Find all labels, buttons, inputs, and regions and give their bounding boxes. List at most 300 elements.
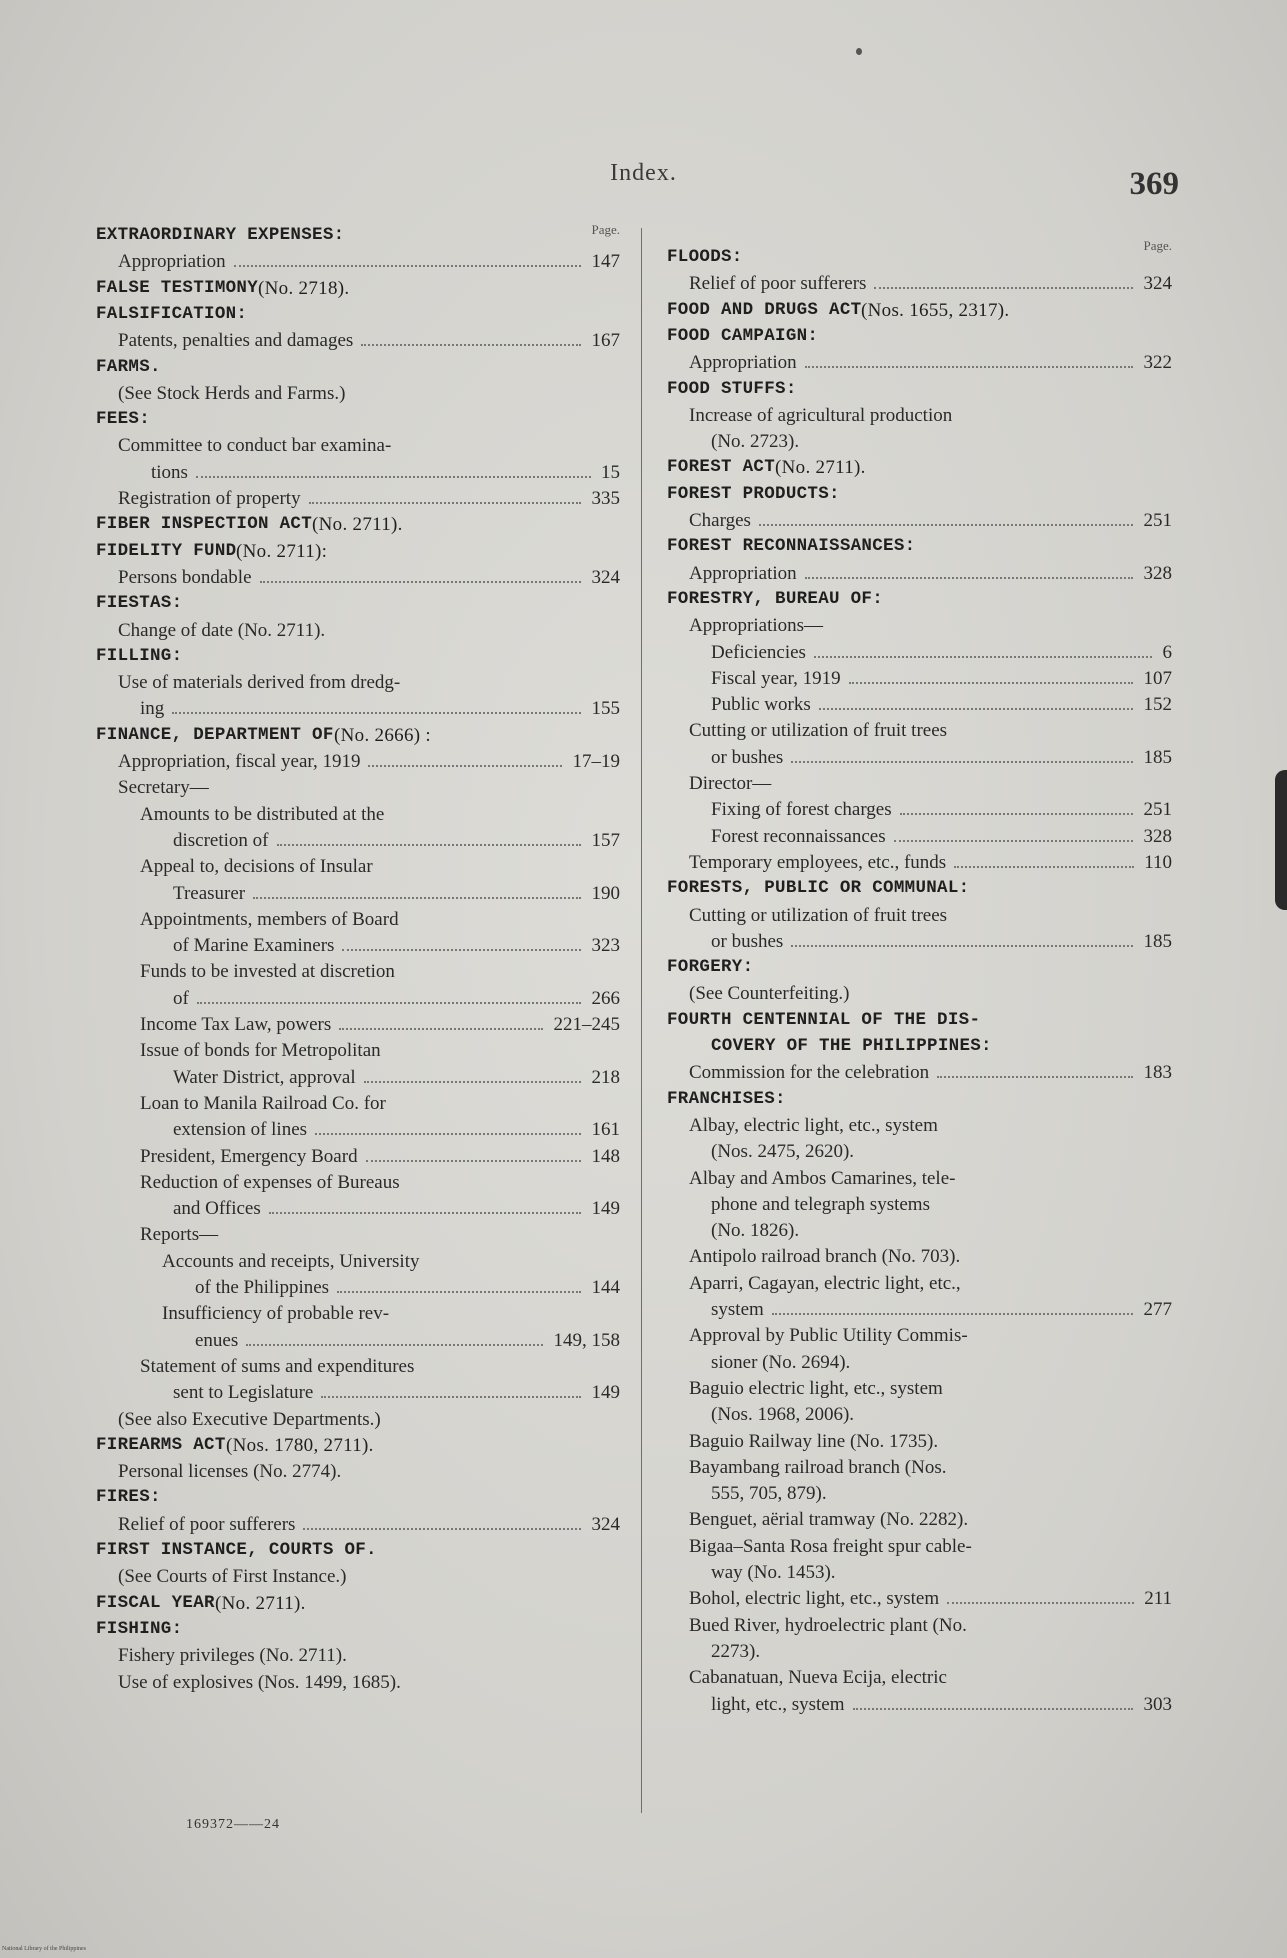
entry-text: Amounts to be distributed at the: [140, 803, 385, 825]
index-entry: [96, 1143, 620, 1170]
entry-text: Commission for the celebration: [689, 1062, 930, 1084]
index-entry: [96, 1274, 620, 1301]
index-entry: [667, 1585, 1172, 1612]
entry-text: Baguio Railway line (No. 1735).: [689, 1430, 939, 1452]
heading-text: FIREARMS ACT: [96, 1434, 226, 1455]
leader-dots: [234, 265, 581, 267]
leader-dots: [791, 945, 1133, 947]
leader-dots: [260, 581, 581, 583]
page-reference: 266: [591, 987, 620, 1009]
index-entry: [96, 1300, 620, 1327]
index-heading: [96, 1590, 620, 1617]
entry-text: Bigaa–Santa Rosa freight spur cable-: [689, 1535, 972, 1557]
heading-text: FORGERY:: [667, 957, 754, 978]
leader-dots: [172, 712, 581, 714]
page-reference: 251: [1143, 799, 1172, 821]
page-reference: 324: [591, 1513, 620, 1535]
index-entry: [96, 1563, 620, 1590]
entry-text: Cutting or utilization of fruit trees: [689, 720, 948, 742]
entry-text: system: [711, 1299, 764, 1320]
act-reference: (No. 2666) :: [334, 724, 432, 746]
index-entry: [667, 717, 1172, 744]
leader-dots: [853, 1708, 1133, 1710]
entry-text: Use of materials derived from dredg-: [118, 672, 401, 694]
page-reference: 211: [1144, 1588, 1172, 1610]
page-reference: 190: [591, 882, 620, 904]
entry-text: (See also Executive Departments.): [118, 1408, 381, 1430]
heading-text: FISCAL YEAR: [96, 1592, 215, 1613]
heading-text: FRANCHISES:: [667, 1088, 786, 1109]
index-entry: [96, 1037, 620, 1064]
entry-text: Relief of poor sufferers: [118, 1513, 296, 1535]
index-entry: [96, 853, 620, 880]
index-heading: [667, 376, 1172, 403]
act-reference: (No. 2711).: [775, 457, 866, 479]
leader-dots: [805, 366, 1133, 368]
index-entry: [667, 1217, 1172, 1244]
index-heading: [96, 222, 620, 249]
index-entry: [667, 744, 1172, 771]
entry-text: discretion of: [173, 829, 269, 851]
entry-text: sioner (No. 2694).: [711, 1351, 851, 1373]
index-entry: [667, 560, 1172, 587]
page-reference: 183: [1143, 1062, 1172, 1084]
page-reference: 277: [1143, 1299, 1172, 1320]
entry-text: sent to Legislature: [173, 1382, 314, 1404]
index-entry: [667, 270, 1172, 297]
entry-text: Committee to conduct bar examina-: [118, 435, 392, 457]
leader-dots: [947, 1602, 1134, 1604]
entry-text: Issue of bonds for Metropolitan: [140, 1040, 381, 1062]
index-entry: [96, 1406, 620, 1433]
index-entry: [96, 958, 620, 985]
leader-dots: [772, 1313, 1133, 1315]
index-heading: [96, 406, 620, 433]
index-entry: [96, 827, 620, 854]
entry-text: Patents, penalties and damages: [118, 330, 354, 352]
index-entry: [96, 774, 620, 801]
index-entry: [667, 1480, 1172, 1507]
entry-text: Forest reconnaissances: [711, 825, 886, 847]
entry-text: Funds to be invested at discretion: [140, 961, 395, 983]
act-reference: (No. 2711).: [312, 514, 403, 536]
index-heading: [667, 323, 1172, 350]
heading-text: FIDELITY FUND: [96, 540, 237, 561]
index-heading: [667, 954, 1172, 981]
heading-text: FOREST RECONNAISSANCES:: [667, 536, 916, 557]
page-reference: 149, 158: [553, 1329, 620, 1351]
heading-text: FIBER INSPECTION ACT: [96, 514, 313, 535]
index-entry: [96, 564, 620, 591]
page-reference: 6: [1162, 641, 1172, 663]
heading-text: FILLING:: [96, 645, 183, 666]
leader-dots: [954, 866, 1134, 868]
index-entry: [96, 748, 620, 775]
leader-dots: [342, 949, 581, 951]
page-reference: 149: [591, 1382, 620, 1404]
act-reference: (No. 2718).: [258, 277, 350, 299]
index-heading: [96, 301, 620, 328]
index-entry: [667, 1664, 1172, 1691]
entry-text: Appointments, members of Board: [140, 908, 399, 930]
page-reference: 323: [591, 935, 620, 957]
index-entry: [96, 932, 620, 959]
entry-text: Albay, electric light, etc., system: [689, 1114, 938, 1136]
heading-text: FISHING:: [96, 1618, 183, 1639]
leader-dots: [791, 761, 1133, 763]
printer-signature: 169372——24: [186, 1817, 280, 1832]
index-entry: [667, 980, 1172, 1007]
leader-dots: [805, 577, 1133, 579]
entry-text: Fishery privileges (No. 2711).: [118, 1645, 347, 1667]
leader-dots: [269, 1212, 581, 1214]
leader-dots: [303, 1528, 581, 1530]
index-heading: [667, 1007, 1172, 1034]
heading-text: EXTRAORDINARY EXPENSES:: [96, 225, 345, 245]
ink-speck: [856, 48, 862, 55]
entry-text: Treasurer: [173, 882, 246, 904]
entry-text: ing: [140, 698, 165, 720]
entry-text: 2273).: [711, 1640, 761, 1662]
index-entry: [96, 880, 620, 907]
index-entry: [667, 1454, 1172, 1481]
index-entry: [667, 349, 1172, 376]
page-reference: 328: [1143, 825, 1172, 847]
entry-text: Fiscal year, 1919: [711, 667, 841, 689]
entry-text: Statement of sums and expenditures: [140, 1355, 415, 1377]
entry-text: (No. 1826).: [711, 1220, 800, 1242]
page-reference: 152: [1143, 694, 1172, 716]
index-entry: [96, 1327, 620, 1354]
running-title: Index.: [610, 160, 677, 186]
entry-text: phone and telegraph systems: [711, 1193, 930, 1215]
index-entry: [96, 1458, 620, 1485]
entry-text: Change of date (No. 2711).: [118, 619, 326, 641]
index-heading: [96, 275, 620, 302]
index-entry: [96, 1248, 620, 1275]
index-entry: [96, 1090, 620, 1117]
index-entry: [667, 1349, 1172, 1376]
index-entry: [96, 1169, 620, 1196]
entry-text: Bayambang railroad branch (Nos.: [689, 1456, 947, 1478]
leader-dots: [894, 840, 1133, 842]
index-entry: [667, 665, 1172, 692]
heading-text: FALSE TESTIMONY: [96, 277, 259, 298]
heading-text: FARMS.: [96, 356, 161, 377]
page-reference: 161: [591, 1119, 620, 1141]
page-reference: 251: [1143, 510, 1172, 531]
index-entry: [96, 459, 620, 486]
index-entry: [667, 928, 1172, 955]
heading-text: COVERY OF THE PHILIPPINES:: [711, 1036, 992, 1056]
entry-text: Appropriation: [689, 562, 797, 584]
entry-text: Reduction of expenses of Bureaus: [140, 1171, 400, 1193]
heading-text: FOREST ACT: [667, 457, 776, 478]
leader-dots: [309, 502, 581, 504]
index-entry: [96, 432, 620, 459]
page-reference: 110: [1144, 851, 1172, 873]
heading-text: FOURTH CENTENNIAL OF THE DIS-: [667, 1009, 981, 1030]
act-reference: (Nos. 1780, 2711).: [226, 1434, 374, 1456]
index-entry: [667, 1322, 1172, 1349]
index-entry: [667, 1138, 1172, 1165]
entry-text: tions: [151, 461, 188, 483]
leader-dots: [253, 897, 581, 899]
index-heading: [667, 1086, 1172, 1113]
index-heading: [667, 481, 1172, 508]
leader-dots: [900, 813, 1133, 815]
index-heading: [667, 586, 1172, 613]
entry-text: (Nos. 1968, 2006).: [711, 1404, 855, 1426]
page-number: 369: [1129, 166, 1179, 202]
entry-text: Temporary employees, etc., funds: [689, 851, 947, 873]
index-heading: [96, 1616, 620, 1643]
page-reference: 15: [601, 461, 620, 483]
entry-text: Registration of property: [118, 488, 301, 509]
entry-text: or bushes: [711, 930, 784, 952]
page-reference: 147: [591, 251, 620, 273]
heading-text: FIRST INSTANCE, COURTS OF.: [96, 1540, 377, 1560]
index-heading: [667, 1033, 1172, 1060]
index-entry: [667, 1270, 1172, 1297]
heading-text: FOOD CAMPAIGN:: [667, 325, 819, 346]
heading-text: FOOD AND DRUGS ACT: [667, 299, 862, 320]
entry-text: Cabanatuan, Nueva Ecija, electric: [689, 1667, 947, 1689]
leader-dots: [361, 344, 581, 346]
heading-text: FOREST PRODUCTS:: [667, 483, 840, 504]
index-entry: [96, 1642, 620, 1669]
entry-text: Water District, approval: [173, 1066, 356, 1088]
page-reference: 324: [591, 566, 620, 588]
leader-dots: [321, 1396, 581, 1398]
entry-text: Accounts and receipts, University: [162, 1250, 420, 1272]
index-heading: [667, 533, 1172, 560]
entry-text: Appropriation, fiscal year, 1919: [118, 751, 361, 772]
index-entry: [667, 691, 1172, 718]
index-entry: [96, 801, 620, 828]
entry-text: Relief of poor sufferers: [689, 273, 867, 295]
heading-text: FEES:: [96, 409, 151, 430]
index-heading: [96, 511, 620, 538]
leader-dots: [246, 1344, 543, 1346]
index-entry: [96, 1064, 620, 1091]
page-column-head: Page.: [1143, 238, 1172, 253]
index-entry: [96, 248, 620, 275]
entry-text: Fixing of forest charges: [711, 799, 892, 821]
index-entry: [667, 507, 1172, 534]
leader-dots: [849, 682, 1133, 684]
leader-dots: [197, 1002, 581, 1004]
page-reference: 324: [1143, 273, 1172, 295]
index-entry: [667, 612, 1172, 639]
entry-text: Bued River, hydroelectric plant (No.: [689, 1614, 967, 1636]
index-entry: [667, 1691, 1172, 1718]
index-entry: [96, 380, 620, 407]
index-entry: [667, 1506, 1172, 1533]
index-entry: [96, 1011, 620, 1038]
index-heading: [667, 244, 1172, 271]
index-entry: [667, 1638, 1172, 1665]
leader-dots: [315, 1133, 581, 1135]
entry-text: Personal licenses (No. 2774).: [118, 1461, 342, 1483]
leader-dots: [366, 1160, 581, 1162]
index-entry: [667, 1112, 1172, 1139]
index-entry: [96, 1379, 620, 1406]
index-entry: [96, 485, 620, 512]
page-reference: 303: [1143, 1693, 1172, 1715]
index-entry: [667, 1559, 1172, 1586]
leader-dots: [814, 656, 1152, 658]
entry-text: (Nos. 2475, 2620).: [711, 1141, 855, 1163]
index-entry: [667, 1296, 1172, 1323]
index-entry: [667, 1165, 1172, 1192]
entry-text: Appropriations—: [689, 615, 824, 637]
heading-text: FLOODS:: [667, 247, 743, 267]
page-reference: 107: [1143, 667, 1172, 689]
index-heading: [667, 297, 1172, 324]
index-entry: [667, 1428, 1172, 1455]
index-entry: [667, 402, 1172, 429]
page-reference: 157: [591, 829, 620, 851]
page-reference: 328: [1143, 562, 1172, 584]
entry-text: (See Counterfeiting.): [689, 983, 850, 1005]
index-entry: [667, 770, 1172, 797]
page-reference: 148: [591, 1145, 620, 1167]
index-entry: [667, 902, 1172, 929]
leader-dots: [368, 765, 562, 767]
heading-text: FALSIFICATION:: [96, 303, 248, 324]
index-entry: [96, 1116, 620, 1143]
act-reference: (No. 2711):: [236, 540, 328, 562]
entry-text: Approval by Public Utility Commis-: [689, 1325, 968, 1347]
index-entry: [96, 669, 620, 696]
index-entry: [96, 617, 620, 644]
entry-text: and Offices: [173, 1198, 261, 1220]
index-entry: [667, 1243, 1172, 1270]
entry-text: 555, 705, 879).: [711, 1483, 827, 1505]
entry-text: Public works: [711, 694, 811, 716]
page-reference: 335: [591, 488, 620, 509]
index-heading: [96, 590, 620, 617]
column-divider: [641, 228, 642, 1813]
entry-text: of: [173, 987, 189, 1009]
page-reference: 218: [591, 1066, 620, 1088]
index-heading: [96, 354, 620, 381]
index-heading: [96, 722, 620, 749]
index-entry: [667, 823, 1172, 850]
entry-text: or bushes: [711, 746, 784, 768]
page-reference: 144: [591, 1277, 620, 1298]
index-entry: [667, 1401, 1172, 1428]
index-entry: [96, 985, 620, 1012]
entry-text: extension of lines: [173, 1119, 308, 1141]
entry-text: Persons bondable: [118, 566, 252, 588]
entry-text: enues: [195, 1329, 239, 1351]
entry-text: Insufficiency of probable rev-: [162, 1303, 390, 1325]
entry-text: (See Courts of First Instance.): [118, 1566, 347, 1588]
binding-edge: [1275, 770, 1287, 910]
leader-dots: [937, 1076, 1133, 1078]
entry-text: (No. 2723).: [711, 431, 800, 453]
index-entry: [667, 1612, 1172, 1639]
leader-dots: [196, 476, 591, 478]
act-reference: (No. 2711).: [215, 1592, 306, 1614]
index-heading: [667, 454, 1172, 481]
act-reference: (Nos. 1655, 2317).: [861, 299, 1010, 321]
index-entry: [96, 1353, 620, 1380]
index-entry: [96, 906, 620, 933]
page-reference: 17–19: [572, 751, 620, 772]
entry-text: light, etc., system: [711, 1693, 845, 1715]
entry-text: Antipolo railroad branch (No. 703).: [689, 1246, 961, 1268]
entry-text: Use of explosives (Nos. 1499, 1685).: [118, 1671, 401, 1693]
entry-text: Cutting or utilization of fruit trees: [689, 904, 948, 926]
page-reference: 221–245: [553, 1014, 620, 1035]
entry-text: of the Philippines: [195, 1277, 330, 1298]
entry-text: Albay and Ambos Camarines, tele-: [689, 1167, 956, 1189]
entry-text: President, Emergency Board: [140, 1145, 358, 1167]
index-entry: [667, 1375, 1172, 1402]
leader-dots: [364, 1081, 581, 1083]
index-entry: [96, 1195, 620, 1222]
entry-text: Charges: [689, 510, 751, 531]
entry-text: Deficiencies: [711, 641, 806, 663]
page-reference: 322: [1143, 352, 1172, 374]
index-entry: [667, 1533, 1172, 1560]
index-entry: [96, 1669, 620, 1696]
index-entry: [96, 1221, 620, 1248]
page-reference: 185: [1143, 930, 1172, 952]
leader-dots: [339, 1028, 543, 1030]
entry-text: Increase of agricultural production: [689, 404, 953, 426]
heading-text: FOOD STUFFS:: [667, 378, 797, 399]
leader-dots: [759, 524, 1133, 526]
page-reference: 149: [591, 1198, 620, 1220]
index-heading: [667, 875, 1172, 902]
index-entry: [667, 1191, 1172, 1218]
heading-text: FIESTAS:: [96, 593, 183, 614]
index-entry: [96, 1511, 620, 1538]
entry-text: Secretary—: [118, 777, 209, 799]
leader-dots: [819, 708, 1133, 710]
entry-text: Appropriation: [118, 251, 226, 273]
entry-text: Reports—: [140, 1224, 219, 1246]
entry-text: Appeal to, decisions of Insular: [140, 856, 373, 878]
entry-text: Benguet, aërial tramway (No. 2282).: [689, 1509, 969, 1531]
entry-text: Income Tax Law, powers: [140, 1014, 332, 1035]
page-reference: 155: [591, 698, 620, 720]
library-watermark: National Library of the Philippines: [2, 1946, 86, 1952]
leader-dots: [874, 287, 1133, 289]
heading-text: FORESTS, PUBLIC OR COMMUNAL:: [667, 878, 970, 899]
index-entry: [667, 796, 1172, 823]
index-entry: [667, 849, 1172, 876]
index-heading: [96, 1537, 620, 1564]
entry-text: (See Stock Herds and Farms.): [118, 382, 346, 404]
leader-dots: [277, 844, 581, 846]
index-entry: [667, 1059, 1172, 1086]
heading-text: FINANCE, DEPARTMENT OF: [96, 724, 334, 745]
entry-text: Aparri, Cagayan, electric light, etc.,: [689, 1272, 961, 1294]
index-entry: [96, 695, 620, 722]
index-heading: [96, 538, 620, 565]
index-heading: [96, 643, 620, 670]
index-entry: [667, 639, 1172, 666]
page-reference: 167: [591, 330, 620, 352]
heading-text: FORESTRY, BUREAU OF:: [667, 588, 884, 609]
index-heading: [96, 1432, 620, 1459]
leader-dots: [337, 1291, 581, 1293]
